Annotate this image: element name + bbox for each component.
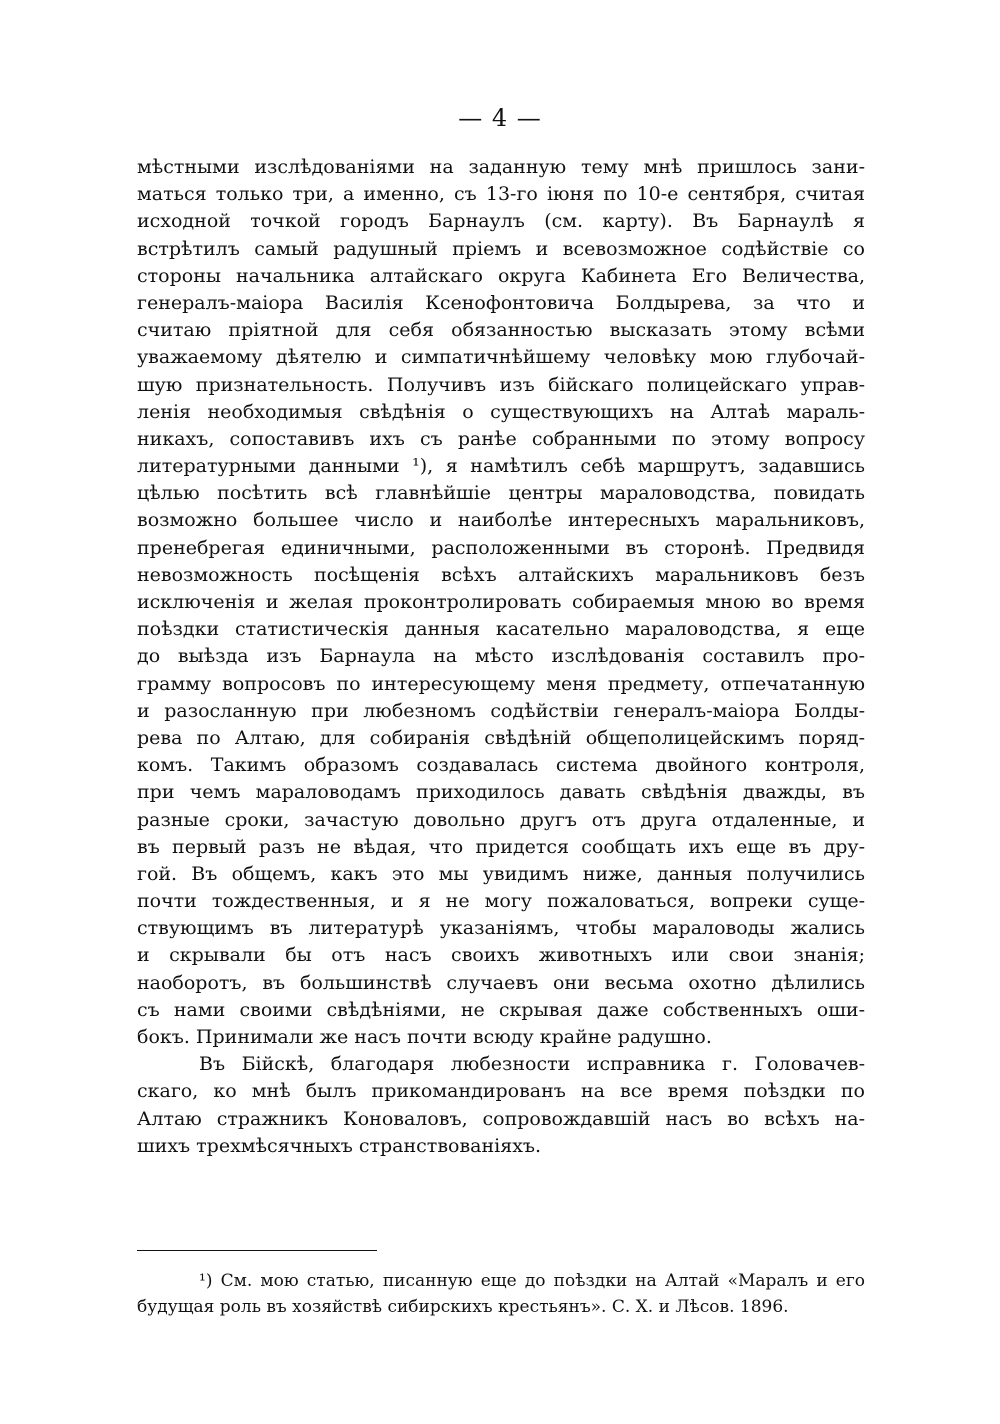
text-line: цѣлью посѣтить всѣ главнѣйшіе центры мараловодства, повидать: [137, 482, 865, 505]
text-line: никахъ, сопоставивъ ихъ съ ранѣе собранными по этому вопросу: [137, 427, 865, 450]
text-line: до выѣзда изъ Барнаула на мѣсто изслѣдованія составилъ про-: [137, 645, 865, 668]
text-line: наоборотъ, въ большинствѣ случаевъ они весьма охотно дѣлились: [137, 971, 865, 994]
text-line: шую признательность. Получивъ изъ бійскаго полицейскаго управ-: [137, 373, 865, 396]
text-line: литературными данными ¹), я намѣтилъ себѣ маршрутъ, задавшись: [137, 455, 865, 478]
text-line: разные сроки, зачастую довольно другъ отъ друга отдаленные, и: [137, 808, 865, 831]
footnote-line: будущая роль въ хозяйствѣ сибирскихъ крестьянъ». С. Х. и Лѣсов. 1896.: [137, 1297, 789, 1317]
text-line: стороны начальника алтайскаго округа Кабинета Его Величества,: [137, 264, 865, 287]
text-line: мѣстными изслѣдованіями на заданную тему мнѣ пришлось зани-: [137, 156, 865, 178]
text-line: ленія необходимыя свѣдѣнія о существующихъ на Алтаѣ мараль-: [137, 400, 865, 423]
text-line: и разосланную при любезномъ содѣйствіи генералъ-маіора Болды-: [137, 699, 865, 722]
text-line: возможно большее число и наиболѣе интересныхъ маральниковъ,: [137, 509, 865, 532]
text-line: невозможность посѣщенія всѣхъ алтайскихъ маральниковъ безъ: [137, 563, 865, 586]
text-line: маться только три, а именно, съ 13-го іюня по 10-е сентября, считая: [137, 183, 865, 206]
text-line: при чемъ мараловодамъ приходилось давать свѣдѣнія дважды, въ: [137, 781, 865, 804]
text-line: пренебрегая единичными, расположенными въ сторонѣ. Предвидя: [137, 536, 865, 559]
text-line: и скрывали бы отъ насъ своихъ животныхъ или свои знанія;: [137, 944, 865, 967]
footnote-line: ¹) См. мою статью, писанную еще до поѣздки на Алтай «Маралъ и его: [199, 1271, 865, 1291]
text-line: гой. Въ общемъ, какъ это мы увидимъ ниже, данныя получились: [137, 862, 865, 885]
footnote-divider: [137, 1250, 377, 1251]
text-line: комъ. Такимъ образомъ создавалась система двойного контроля,: [137, 754, 865, 777]
text-line: въ первый разъ не вѣдая, что придется сообщать ихъ еще въ дру-: [137, 835, 865, 858]
text-line: Алтаю стражникъ Коноваловъ, сопровождавшій насъ во всѣхъ на-: [137, 1107, 865, 1130]
text-line: почти тождественныя, и я не могу пожаловаться, вопреки суще-: [137, 890, 865, 913]
text-line: грамму вопросовъ по интересующему меня предмету, отпечатанную: [137, 672, 865, 695]
text-line: съ нами своими свѣдѣніями, не скрывая даже собственныхъ оши-: [137, 998, 865, 1021]
text-line: считаю пріятной для себя обязанностью высказать этому всѣми: [137, 319, 865, 342]
body-text: [137, 154, 865, 1160]
text-line: рева по Алтаю, для собиранія свѣдѣній общеполицейскимъ поряд-: [137, 726, 865, 749]
text-line: встрѣтилъ самый радушный пріемъ и всевозможное содѣйствіе со: [137, 237, 865, 260]
text-line: бокъ. Принимали же насъ почти всюду крайне радушно.: [137, 1026, 712, 1048]
text-line: уважаемому дѣятелю и симпатичнѣйшему человѣку мою глубочай-: [137, 346, 865, 369]
text-line: поѣздки статистическія данныя касательно мараловодства, я еще: [137, 618, 865, 641]
text-line: Въ Бійскѣ, благодаря любезности исправника г. Головачев-: [199, 1053, 865, 1076]
text-line: исключенія и желая проконтролировать собираемыя мною во время: [137, 591, 865, 613]
text-line: ствующимъ въ литературѣ указаніямъ, чтобы мараловоды жались: [137, 917, 865, 940]
page-number: — 4 —: [458, 104, 542, 132]
footnote: [137, 1268, 865, 1320]
text-line: скаго, ко мнѣ былъ прикомандированъ на все время поѣздки по: [137, 1080, 865, 1103]
text-line: шихъ трехмѣсячныхъ странствованіяхъ.: [137, 1134, 542, 1157]
text-line: исходной точкой городъ Барнаулъ (см. карту). Въ Барнаулѣ я: [137, 210, 865, 233]
text-line: генералъ-маіора Василія Ксенофонтовича Болдырева, за что и: [137, 291, 865, 314]
